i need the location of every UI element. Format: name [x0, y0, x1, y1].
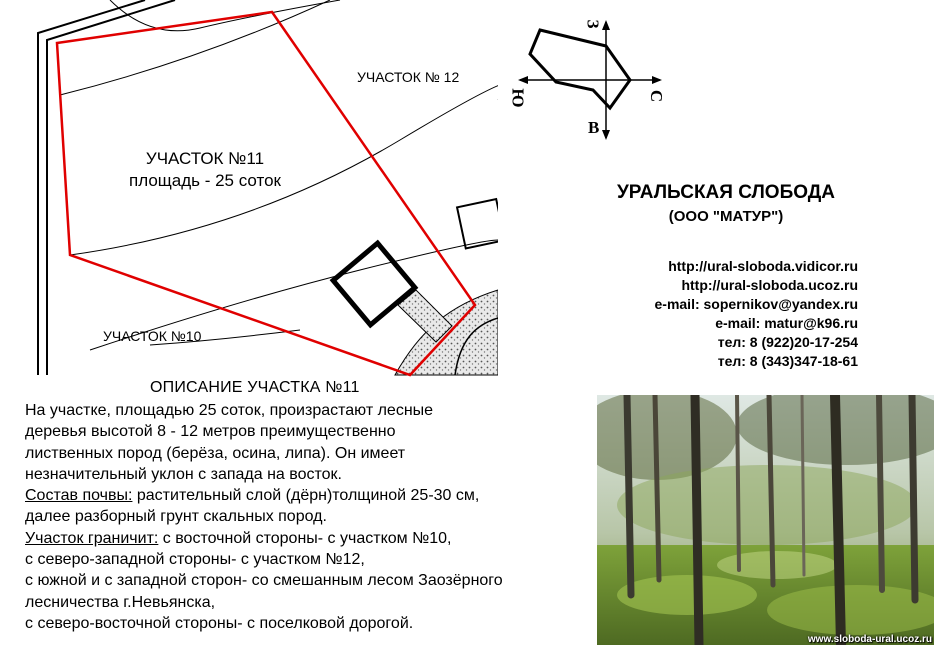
plot-11-area: площадь - 25 соток	[129, 171, 281, 190]
compass-rose	[498, 10, 668, 145]
compass-east-label: В	[588, 118, 600, 137]
description-line: далее разборный грунт скальных пород.	[25, 508, 327, 526]
photo-watermark: www.sloboda-ural.ucoz.ru	[807, 634, 932, 645]
description-line: незначительный уклон с запада на восток.	[25, 465, 342, 483]
description-line: лиственных пород (берёза, осина, липа). Он имеет	[25, 444, 406, 462]
soil-label: Состав почвы:	[25, 487, 133, 505]
contact-website-2[interactable]: http://ural-sloboda.ucoz.ru	[681, 277, 858, 293]
description-body	[25, 400, 503, 634]
border-label: Участок граничит:	[25, 529, 159, 547]
description-title: ОПИСАНИЕ УЧАСТКА №11	[150, 379, 360, 396]
company-subtitle: (ООО "МАТУР")	[668, 208, 784, 225]
house	[333, 243, 415, 325]
contact-website-1[interactable]: http://ural-sloboda.vidicor.ru	[668, 258, 858, 274]
description-border	[25, 528, 503, 549]
neighbour-building	[457, 199, 498, 248]
description-line: с южной и с западной сторон- со смешанным лесом Заозёрного	[25, 572, 503, 590]
plot-11-title: УЧАСТОК №11	[145, 149, 265, 168]
contact-email-1[interactable]: e-mail: sopernikov@yandex.ru	[654, 296, 858, 312]
description-line: На участке, площадью 25 соток, произрастают лесные	[25, 402, 434, 419]
company-name: УРАЛЬСКАЯ СЛОБОДА	[616, 182, 836, 203]
contact-phone-2: тел: 8 (343)347-18-61	[717, 353, 858, 369]
forest-photo	[597, 395, 934, 645]
contact-phone-1: тел: 8 (922)20-17-254	[717, 334, 858, 350]
plot-11-boundary	[57, 12, 475, 375]
border-text: с восточной стороны- с участком №10,	[158, 529, 452, 547]
plot-10-label: УЧАСТОК №10	[103, 328, 202, 344]
description-line: с северо-западной стороны- с участком №12,	[25, 551, 365, 569]
description-line: лесничества г.Невьянска,	[25, 593, 216, 611]
compass-south-label: Ю	[508, 88, 528, 108]
compass-plot-shape	[530, 30, 630, 108]
contact-list	[655, 257, 859, 371]
contact-email-2[interactable]: e-mail: matur@k96.ru	[715, 315, 858, 331]
compass-west-label: З	[583, 19, 603, 29]
parcel-line-top	[110, 0, 340, 31]
soil-text: растительный слой (дёрн)толщиной 25-30 см,	[132, 487, 480, 505]
compass-north-label: С	[647, 89, 667, 103]
description-soil	[25, 485, 503, 506]
description-line: с северо-восточной стороны- с поселковой дорогой.	[25, 614, 414, 632]
description-line: деревья высотой 8 - 12 метров преимущественно	[25, 423, 396, 441]
plot-12-label: УЧАСТОК № 12	[357, 69, 460, 85]
